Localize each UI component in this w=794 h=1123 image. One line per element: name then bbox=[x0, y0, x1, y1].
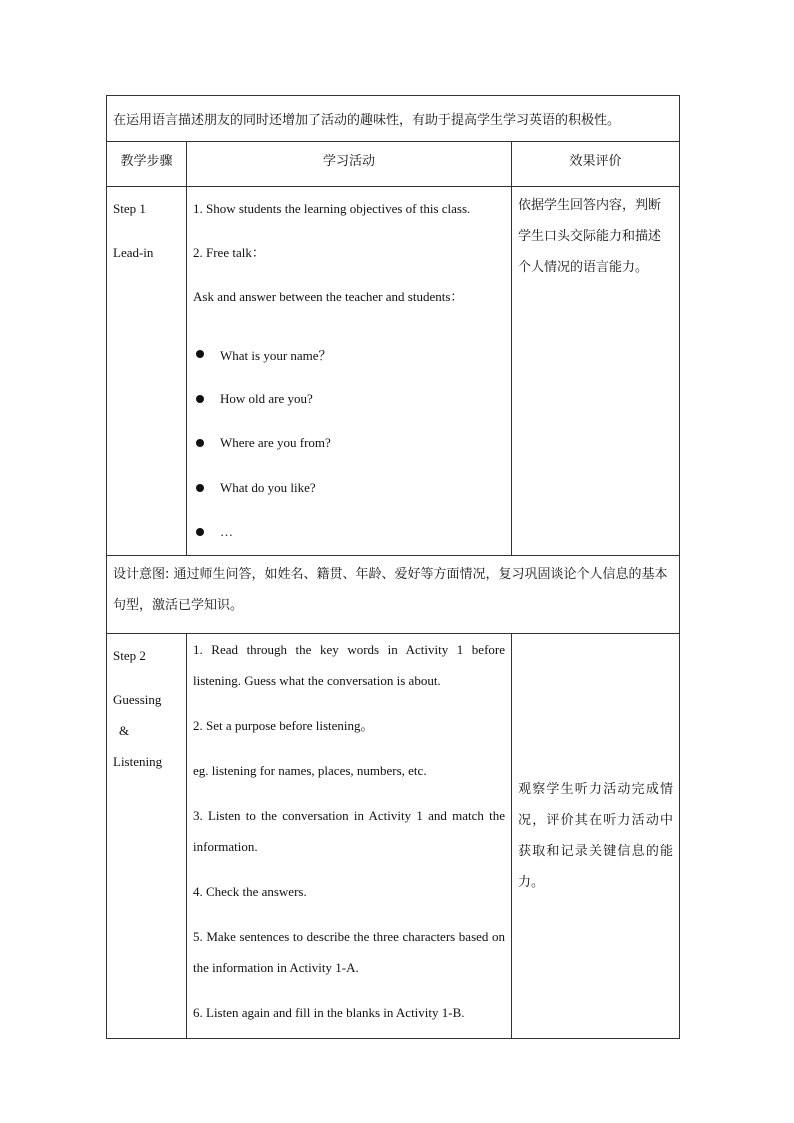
intro-text: 在运用语言描述朋友的同时还增加了活动的趣味性，有助于提高学生学习英语的积极性。 bbox=[113, 113, 621, 128]
step2-activity-2: 2. Set a purpose before listening。 bbox=[193, 717, 374, 733]
question-list-item bbox=[193, 510, 505, 555]
header-col-evaluation: 效果评价 bbox=[512, 142, 680, 187]
step2-activities-cell bbox=[187, 633, 512, 1038]
design-intent-cell bbox=[107, 555, 680, 633]
step1-row bbox=[107, 187, 680, 556]
question-list-item bbox=[193, 377, 505, 422]
bullet-icon bbox=[196, 439, 204, 447]
step2-sublabel-3: Listening bbox=[113, 753, 163, 769]
step2-label: Step 2 bbox=[113, 647, 146, 663]
question-text: What do you like? bbox=[220, 479, 316, 495]
header-col-step: 教学步骤 bbox=[107, 142, 187, 187]
question-text: What is your name？ bbox=[220, 347, 332, 363]
question-list-item bbox=[193, 421, 505, 466]
bullet-icon bbox=[196, 395, 204, 403]
question-text: … bbox=[220, 524, 233, 540]
intro-row bbox=[107, 96, 680, 142]
step1-activity-2: 2. Free talk： bbox=[193, 245, 265, 260]
question-text: Where are you from? bbox=[220, 435, 331, 451]
step2-sublabel-2: & bbox=[119, 722, 130, 738]
step2-activity-4: 3. Listen to the conversation in Activity 1 and match the information. bbox=[193, 807, 505, 854]
question-list-item bbox=[193, 466, 505, 511]
step2-activity-7: 6. Listen again and fill in the blanks in Activity 1-B. bbox=[193, 1004, 465, 1020]
bullet-icon bbox=[196, 350, 204, 358]
step2-activity-3: eg. listening for names, places, numbers, etc. bbox=[193, 762, 427, 778]
step2-activity-1: 1. Read through the key words in Activity 1 before listening. Guess what the conversation is about. bbox=[193, 641, 505, 688]
bullet-icon bbox=[196, 528, 204, 536]
step1-evaluation: 依据学生回答内容，判断学生口头交际能力和描述个人情况的语言能力。 bbox=[518, 198, 662, 275]
step1-label-cell bbox=[107, 187, 187, 556]
question-text: How old are you? bbox=[220, 390, 313, 406]
step1-activities-cell bbox=[187, 187, 512, 556]
step1-sublabel: Lead-in bbox=[113, 245, 154, 260]
step2-sublabel-1: Guessing bbox=[113, 691, 162, 707]
design-intent-text: 设计意图: 通过师生问答，如姓名、籍贯、年龄、爱好等方面情况，复习巩固谈论个人信息的基本句型，激活已学知识。 bbox=[113, 566, 668, 613]
intro-cell bbox=[107, 96, 680, 142]
question-list-item bbox=[193, 332, 505, 377]
step1-label: Step 1 bbox=[113, 201, 146, 216]
bullet-icon bbox=[196, 484, 204, 492]
step1-activity-3: Ask and answer between the teacher and students： bbox=[193, 289, 464, 304]
step2-label-cell bbox=[107, 633, 187, 1038]
design-intent-row bbox=[107, 555, 680, 633]
lesson-plan-table bbox=[106, 95, 680, 1039]
step2-evaluation: 观察学生听力活动完成情况，评价其在听力活动中获取和记录关键信息的能力。 bbox=[518, 781, 674, 890]
step2-activity-6: 5. Make sentences to describe the three characters based on the information in Activity 1-A. bbox=[193, 928, 505, 975]
header-row bbox=[107, 142, 680, 187]
step1-evaluation-cell bbox=[512, 187, 680, 556]
step2-row bbox=[107, 633, 680, 1038]
step2-activity-5: 4. Check the answers. bbox=[193, 883, 307, 899]
step2-evaluation-cell bbox=[512, 633, 680, 1038]
step1-activity-1: 1. Show students the learning objectives of this class. bbox=[193, 201, 471, 216]
header-col-activity: 学习活动 bbox=[187, 142, 512, 187]
